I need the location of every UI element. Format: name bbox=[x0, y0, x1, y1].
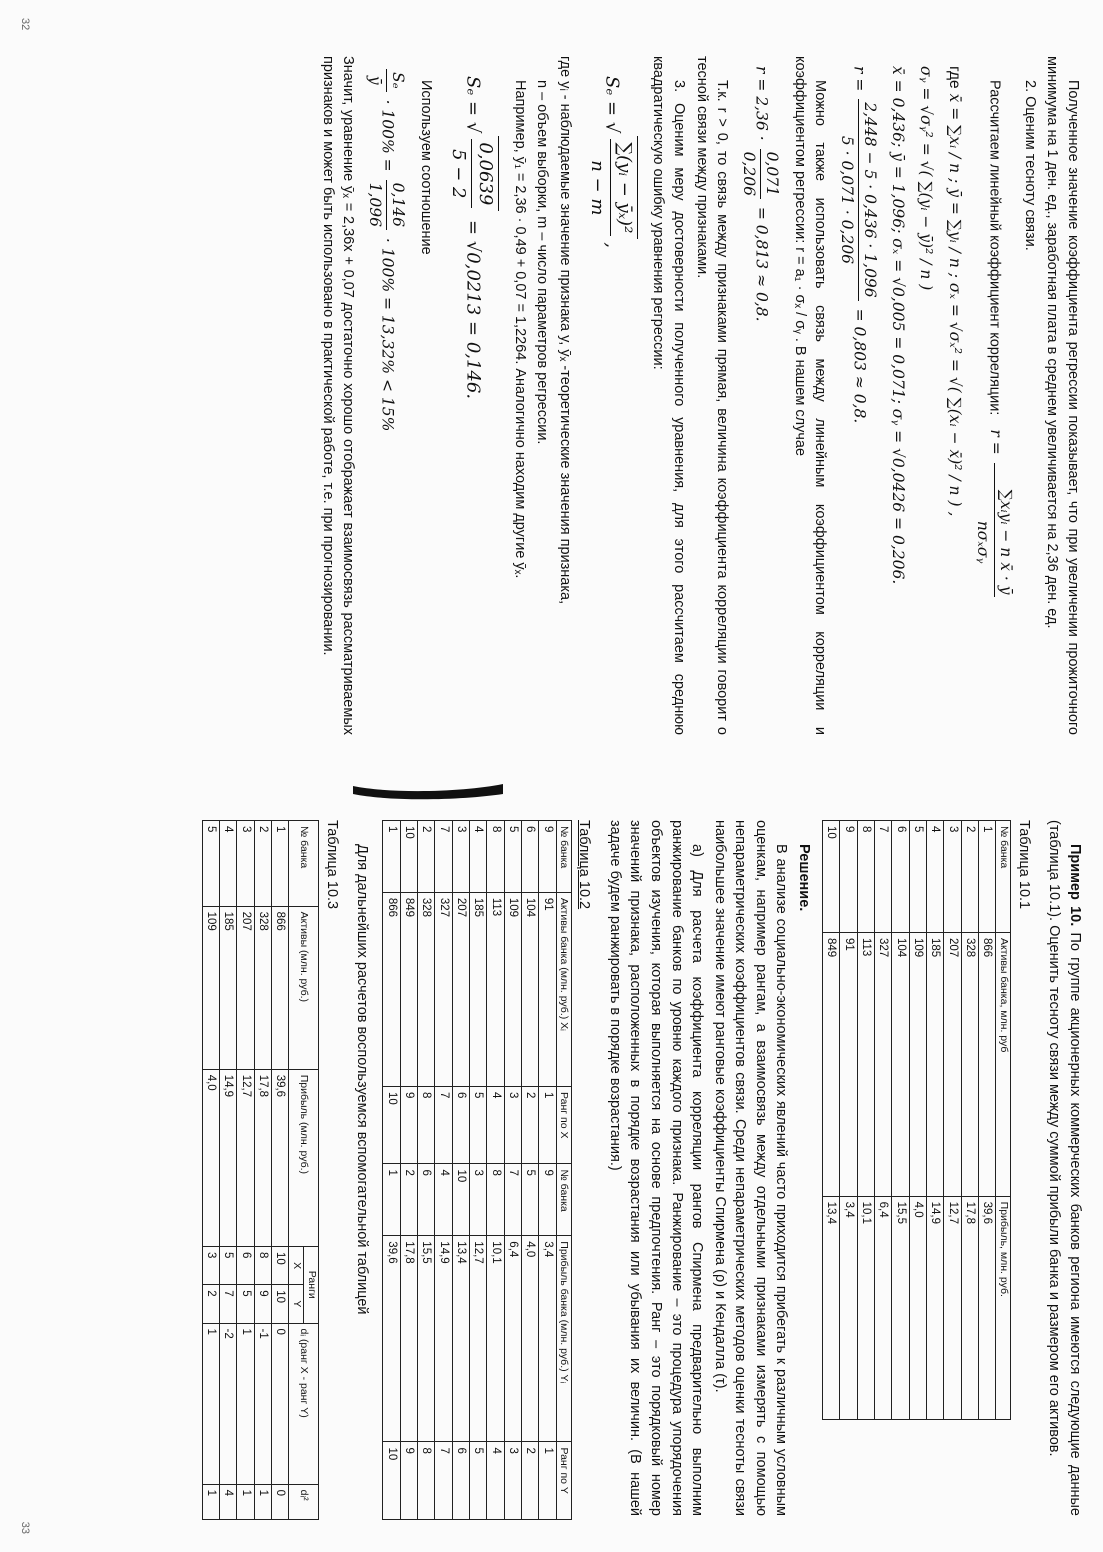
table-cell: 185 bbox=[926, 932, 943, 1196]
formula-se-numerator: ∑(yᵢ − ȳₓ)² bbox=[610, 139, 637, 236]
table-cell: 3,4 bbox=[840, 1196, 857, 1419]
table-cell: 4,0 bbox=[521, 1236, 538, 1442]
formula-se2-lhs: Sₑ = bbox=[462, 76, 484, 117]
table-cell: 12,7 bbox=[944, 1196, 961, 1419]
formula-se2-numerator: 0,0639 bbox=[471, 139, 498, 208]
table-cell: 207 bbox=[944, 932, 961, 1196]
page-33 bbox=[0, 808, 1103, 1552]
table-row bbox=[978, 821, 995, 1420]
table-cell: 4 bbox=[469, 821, 486, 893]
table-10-2 bbox=[382, 820, 571, 1520]
book-spine-shadow bbox=[353, 764, 503, 814]
table-row bbox=[237, 821, 254, 1520]
formula-r-calc-result: = 0,803 ≈ 0,8. bbox=[850, 308, 869, 424]
table-cell: 1 bbox=[539, 1442, 556, 1520]
table-cell: 10 bbox=[822, 821, 839, 933]
table-cell: 14,9 bbox=[219, 1069, 236, 1246]
table-cell: -2 bbox=[219, 1323, 236, 1484]
table-row bbox=[874, 821, 891, 1420]
table-cell: 4 bbox=[487, 1086, 504, 1164]
table-cell: 7 bbox=[435, 1086, 452, 1164]
table-cell: 3 bbox=[469, 1164, 486, 1236]
table-cell: 1 bbox=[383, 821, 400, 893]
example-text: По группе акционерных коммерческих банков региона имеются следующие данные (таблица 10.1). Оценить тесноту связи между суммой прибыли банка и размером его активов. bbox=[1046, 820, 1083, 1516]
formula-r-numerator: ∑xᵢyᵢ − n x̄ · ȳ bbox=[994, 463, 1017, 598]
table-cell: 104 bbox=[521, 892, 538, 1086]
table-row bbox=[452, 821, 469, 1520]
paragraph-auxiliary-table: Для дальнейших расчетов воспользуемся вспомогательной таблицей bbox=[354, 844, 371, 1315]
table-cell: 12,7 bbox=[237, 1069, 254, 1246]
formula-r2-lhs: r = 2,36 · bbox=[752, 66, 771, 141]
table-cell: 5 bbox=[469, 1086, 486, 1164]
paragraph-where-y: где yᵢ - наблюдаемые значение признака y, ȳₓ -теоретические значения признака, bbox=[556, 56, 573, 605]
table-header-row bbox=[556, 821, 571, 1520]
table-row bbox=[400, 821, 417, 1520]
paragraph-correlation-intro bbox=[972, 56, 1017, 735]
table-cell: 104 bbox=[892, 932, 909, 1196]
example-10-paragraph bbox=[1044, 820, 1085, 1516]
table-cell: 109 bbox=[909, 932, 926, 1196]
table-10-3 bbox=[202, 820, 320, 1520]
table-cell: 10 bbox=[383, 1442, 400, 1520]
table-cell: 10,1 bbox=[857, 1196, 874, 1419]
table-row bbox=[418, 821, 435, 1520]
formula-r2-result: = 0,813 ≈ 0,8. bbox=[752, 206, 771, 322]
table-cell: 5 bbox=[219, 1247, 236, 1285]
table-cell: 7 bbox=[504, 1164, 521, 1236]
table-cell: 8 bbox=[254, 1247, 271, 1285]
table-cell: 7 bbox=[435, 1442, 452, 1520]
table-cell: 10 bbox=[271, 1285, 288, 1323]
table-header-cell: dᵢ (ранг X - ранг Y) bbox=[289, 1323, 319, 1484]
table-cell: 1 bbox=[202, 1484, 219, 1519]
table-10-1 bbox=[822, 820, 1011, 1420]
page-number-left: 32 bbox=[18, 18, 31, 31]
formula-se2-denominator: 5 − 2 bbox=[448, 149, 470, 199]
table-cell: 39,6 bbox=[271, 1069, 288, 1246]
table-cell: 866 bbox=[383, 892, 400, 1086]
table-cell: 185 bbox=[219, 906, 236, 1069]
table-cell: 1 bbox=[271, 821, 288, 907]
table-cell: 109 bbox=[504, 892, 521, 1086]
table-cell: 3 bbox=[504, 1086, 521, 1164]
table-cell: 5 bbox=[909, 821, 926, 933]
table-row bbox=[926, 821, 943, 1420]
formula-se-denominator: n − m bbox=[587, 160, 609, 216]
table-cell: 91 bbox=[840, 932, 857, 1196]
table-row bbox=[909, 821, 926, 1420]
table-cell: 5 bbox=[237, 1285, 254, 1323]
formula-r-denominator: nσₓσᵧ bbox=[974, 520, 993, 564]
formula-r2-fraction bbox=[738, 149, 783, 199]
table-cell: 866 bbox=[978, 932, 995, 1196]
formula-se-lhs: Sₑ = bbox=[601, 76, 623, 117]
table-cell: 8 bbox=[418, 1442, 435, 1520]
table-cell: 866 bbox=[271, 906, 288, 1069]
paragraph-regression-interpretation: Полученное значение коэффициента регрессии показывает, что при увеличении прожиточного минимума на 1 ден. ед., заработная плата в среднем увеличивается на 2,36 ден. ед. bbox=[1044, 56, 1081, 735]
formula-r-calc-numerator: 2,448 − 5 · 0,436 · 1,096 bbox=[858, 99, 881, 300]
paragraph-n-m: n – объем выборки, m – число параметров регрессии. bbox=[534, 80, 551, 445]
table-header-cell: Ранг по Y bbox=[556, 1442, 571, 1520]
ranks-group-header: Ранги bbox=[304, 1247, 319, 1324]
table-cell: 5 bbox=[521, 1164, 538, 1236]
table-cell: 8 bbox=[487, 1164, 504, 1236]
table-cell: 5 bbox=[504, 821, 521, 893]
table-cell: 5 bbox=[469, 1442, 486, 1520]
table-header-cell: Активы (млн. руб.) bbox=[289, 906, 319, 1069]
table-row bbox=[219, 821, 236, 1520]
formula-r-calc-lhs: r = bbox=[850, 66, 869, 92]
table-cell: 10 bbox=[400, 821, 417, 893]
table-row bbox=[504, 821, 521, 1520]
example-title: Пример 10. bbox=[1067, 844, 1083, 927]
table-cell: 7 bbox=[435, 821, 452, 893]
table-cell: 2 bbox=[400, 1164, 417, 1236]
table-cell: 327 bbox=[874, 932, 891, 1196]
table-cell: 113 bbox=[857, 932, 874, 1196]
table-row bbox=[435, 821, 452, 1520]
table-row bbox=[202, 821, 219, 1520]
table-cell: 1 bbox=[383, 1164, 400, 1236]
formula-se-definition: Sₑ = √ ∑(yᵢ − ȳₓ)² n − m , bbox=[585, 76, 638, 735]
table-cell: 185 bbox=[469, 892, 486, 1086]
table-row bbox=[539, 821, 556, 1520]
table-row bbox=[254, 821, 271, 1520]
table-cell: 6 bbox=[452, 1086, 469, 1164]
table-cell: 0 bbox=[271, 1484, 288, 1519]
table-cell: 327 bbox=[435, 892, 452, 1086]
table-cell: 17,8 bbox=[254, 1069, 271, 1246]
table-header-row bbox=[996, 821, 1011, 1420]
table-cell: 5 bbox=[202, 821, 219, 907]
table-cell: 6,4 bbox=[874, 1196, 891, 1419]
table-cell: 2 bbox=[961, 821, 978, 933]
formula-r-fraction bbox=[972, 463, 1017, 598]
table-cell: 14,9 bbox=[435, 1236, 452, 1442]
table-cell: 4 bbox=[219, 1484, 236, 1519]
formula-r-calc-denominator: 5 · 0,071 · 0,206 bbox=[838, 135, 857, 265]
table-row bbox=[822, 821, 839, 1420]
table-cell: 2 bbox=[254, 821, 271, 907]
table-cell: 3 bbox=[202, 1247, 219, 1285]
table-cell: 14,9 bbox=[926, 1196, 943, 1419]
table-cell: 6 bbox=[452, 1442, 469, 1520]
table-cell: 9 bbox=[254, 1285, 271, 1323]
table-body bbox=[383, 821, 556, 1520]
table-cell: 12,7 bbox=[469, 1236, 486, 1442]
formula-ratio2-numerator: 0,146 bbox=[386, 180, 409, 230]
formula-r-via-regression bbox=[738, 66, 783, 735]
formula-ratio bbox=[364, 66, 409, 735]
formula-se-fraction bbox=[585, 136, 638, 239]
table-cell: 9 bbox=[400, 1442, 417, 1520]
table-row bbox=[892, 821, 909, 1420]
table-cell: 2 bbox=[521, 1442, 538, 1520]
table-row bbox=[487, 821, 504, 1520]
formula-se-calculation: Sₑ = √ 0,0639 5 − 2 = √0,0213 = 0,146. bbox=[446, 76, 499, 735]
table-cell: -1 bbox=[254, 1323, 271, 1484]
table-row bbox=[469, 821, 486, 1520]
formula-r-calc-fraction bbox=[836, 99, 881, 300]
table-cell: 6 bbox=[237, 1247, 254, 1285]
table-header-cell: № банка bbox=[996, 821, 1011, 933]
table-cell: 6 bbox=[418, 1164, 435, 1236]
step-3-paragraph: 3. Оценим меру достоверности полученного уравнения, для этого рассчитаем среднюю квадратическую ошибку уравнения регрессии: bbox=[650, 56, 687, 735]
table-group-header-row bbox=[304, 821, 319, 1520]
formula-r2-denominator: 0,206 bbox=[740, 151, 759, 196]
paragraph-a-spearman: а) Для расчета коэффициента корреляции рангов Спирмена предварительно выполним ранжирование банков по уровню каждого признака. Ранжирование – это процедура упорядочения объектов изучения, которая выполняется на основе предпочтения. Ранг – это порядковый номер значений признака, расположенных в порядке возрастания или убывания их величин. (В нашей задаче будем ранжировать в порядке возрастания.) bbox=[606, 820, 706, 1516]
table-cell: 9 bbox=[539, 1164, 556, 1236]
table-header-cell: Прибыль (млн. руб.) bbox=[289, 1069, 319, 1246]
table-row bbox=[961, 821, 978, 1420]
table-cell: 328 bbox=[961, 932, 978, 1196]
table-cell: 4,0 bbox=[202, 1069, 219, 1246]
rank-x-header: X bbox=[289, 1247, 304, 1285]
table-row bbox=[271, 821, 288, 1520]
table-cell: 6 bbox=[892, 821, 909, 933]
formula-se2-fraction bbox=[446, 136, 499, 211]
formula-sigma-y: σᵧ = √σᵧ² = √( ∑(yᵢ − ȳ)² / n ) bbox=[917, 66, 936, 291]
table-cell: 7 bbox=[874, 821, 891, 933]
formula-ratio-denominator: ȳ bbox=[366, 75, 385, 85]
table-cell: 15,5 bbox=[418, 1236, 435, 1442]
table-cell: 1 bbox=[539, 1086, 556, 1164]
table-cell: 0 bbox=[271, 1323, 288, 1484]
page-number-right: 33 bbox=[18, 1521, 31, 1534]
table-cell: 10 bbox=[271, 1247, 288, 1285]
formula-ratio-numerator: Sₑ bbox=[386, 69, 409, 92]
table-cell: 39,6 bbox=[383, 1236, 400, 1442]
table-cell: 328 bbox=[254, 906, 271, 1069]
table-row bbox=[857, 821, 874, 1420]
table-cell: 849 bbox=[400, 892, 417, 1086]
where-label: где bbox=[946, 66, 964, 89]
table-cell: 91 bbox=[539, 892, 556, 1086]
table-header-cell: № банка bbox=[556, 821, 571, 893]
table-body bbox=[202, 821, 289, 1520]
table-cell: 1 bbox=[254, 1484, 271, 1519]
table-row bbox=[521, 821, 538, 1520]
page-32 bbox=[0, 0, 1103, 765]
formula-ratio-fraction bbox=[364, 69, 409, 92]
table-cell: 113 bbox=[487, 892, 504, 1086]
table-cell: 3 bbox=[944, 821, 961, 933]
table-cell: 4 bbox=[219, 821, 236, 907]
table-cell: 4 bbox=[487, 1442, 504, 1520]
table-cell: 1 bbox=[978, 821, 995, 933]
table-cell: 10 bbox=[452, 1164, 469, 1236]
table-cell: 13,4 bbox=[452, 1236, 469, 1442]
table-cell: 3 bbox=[237, 821, 254, 907]
table-cell: 2 bbox=[202, 1285, 219, 1323]
formula-r-lhs: r = bbox=[986, 429, 1005, 455]
table-cell: 109 bbox=[202, 906, 219, 1069]
table-cell: 17,8 bbox=[961, 1196, 978, 1419]
table-cell: 1 bbox=[237, 1484, 254, 1519]
formula-ratio-mid: · 100% = bbox=[378, 99, 397, 172]
table-10-1-caption: Таблица 10.1 bbox=[1015, 820, 1032, 910]
table-cell: 328 bbox=[418, 892, 435, 1086]
table-cell: 1 bbox=[237, 1323, 254, 1484]
table-cell: 9 bbox=[840, 821, 857, 933]
table-cell: 2 bbox=[521, 1086, 538, 1164]
table-10-3-caption: Таблица 10.3 bbox=[323, 820, 340, 910]
table-cell: 6 bbox=[521, 821, 538, 893]
table-header-cell: Активы банка, млн. руб bbox=[996, 932, 1011, 1196]
table-row bbox=[840, 821, 857, 1420]
table-cell: 4,0 bbox=[909, 1196, 926, 1419]
table-header-cell: Прибыль банка (млн. руб.) Yᵢ bbox=[556, 1236, 571, 1442]
formula-means bbox=[943, 66, 966, 735]
paragraph-example-y1: Например, ȳ₁ = 2,36 · 0,49 + 0,07 = 1,2264. Аналогично находим другие ȳₓ. bbox=[511, 80, 528, 579]
table-cell: 6,4 bbox=[504, 1236, 521, 1442]
table-cell: 10 bbox=[383, 1086, 400, 1164]
table-cell: 4 bbox=[435, 1164, 452, 1236]
table-header-cell: № банка bbox=[289, 821, 319, 907]
solution-paragraph: В анализе социально-экономических явлений часто приходится прибегать к различным условным оценкам, например рангам, а взаимосвязь между отдельными признаками измерять с помощью непараметрических коэффициентов связи. Среди непараметрических методов оценки тесноты связи наибольшее значение имеют ранговые коэффициенты Спирмена (ρ) и Кендалла (τ). bbox=[711, 820, 790, 1516]
formula-values: x̄ = 0,436; ȳ = 1,096; σₓ = √0,005 = 0,071; σᵧ = √0,0426 = 0,206. bbox=[889, 66, 908, 585]
table-cell: 39,6 bbox=[978, 1196, 995, 1419]
table-cell: 9 bbox=[539, 821, 556, 893]
table-cell: 3 bbox=[504, 1442, 521, 1520]
table-cell: 849 bbox=[822, 932, 839, 1196]
table-header-cell: Активы банка (млн. руб.) Xᵢ bbox=[556, 892, 571, 1086]
table-cell: 8 bbox=[418, 1086, 435, 1164]
table-cell: 13,4 bbox=[822, 1196, 839, 1419]
table-cell: 2 bbox=[418, 821, 435, 893]
formula-se2-result: = √0,0213 = 0,146. bbox=[462, 220, 484, 400]
table-cell: 9 bbox=[400, 1086, 417, 1164]
formula-ratio2-denominator: 1,096 bbox=[366, 182, 385, 227]
table-cell: 15,5 bbox=[892, 1196, 909, 1419]
table-header-cell: Прибыль, млн. руб. bbox=[996, 1196, 1011, 1419]
table-cell: 3,4 bbox=[539, 1236, 556, 1442]
table-cell: 8 bbox=[487, 821, 504, 893]
table-header-cell: dᵢ² bbox=[289, 1484, 319, 1519]
paragraph-conclusion-direct: Т.к. r > 0, то связь между признаками прямая, величина коэффициента корреляции говорит о тесной связи между признаками. bbox=[693, 56, 731, 735]
correlation-intro-text: Рассчитаем линейный коэффициент корреляции: bbox=[986, 80, 1003, 416]
table-cell: 3 bbox=[452, 821, 469, 893]
paragraph-regression-link: Можно также использовать связь между линейным коэффициентом корреляции и коэффициентом регрессии: r = a₁ · σₓ / σᵧ . В нашем случае bbox=[791, 56, 829, 735]
step-2-heading: 2. Оценим тесноту связи. bbox=[1021, 80, 1038, 251]
table-cell: 7 bbox=[219, 1285, 236, 1323]
table-row bbox=[383, 821, 400, 1520]
table-cell: 1 bbox=[202, 1323, 219, 1484]
table-header-cell: № банка bbox=[556, 1164, 571, 1236]
table-10-2-caption: Таблица 10.2 bbox=[576, 820, 593, 910]
table-cell: 4 bbox=[926, 821, 943, 933]
table-row bbox=[944, 821, 961, 1420]
table-cell: 8 bbox=[857, 821, 874, 933]
table-cell: 10,1 bbox=[487, 1236, 504, 1442]
table-cell: 17,8 bbox=[400, 1236, 417, 1442]
table-body bbox=[822, 821, 995, 1420]
paragraph-use-ratio: Используем соотношение bbox=[417, 80, 434, 255]
solution-title bbox=[793, 820, 814, 1516]
paragraph-final-conclusion: Значит, уравнение ȳₓ = 2,36x + 0,07 достаточно хорошо отображает взаимосвязь рассматриваемых признаков и может быть использовано в практической работе, т.е. при прогнозировании. bbox=[319, 56, 357, 735]
table-cell: 207 bbox=[452, 892, 469, 1086]
formula-r-definition bbox=[974, 429, 1016, 600]
formula-ratio-result: · 100% = 13,32% < 15% bbox=[378, 237, 397, 432]
formula-r-calculation bbox=[836, 66, 881, 735]
table-cell: 207 bbox=[237, 906, 254, 1069]
formula-ratio2-fraction bbox=[364, 180, 409, 230]
solution-title-text: Решение. bbox=[795, 844, 812, 912]
table-header-cell: Ранг по X bbox=[556, 1086, 571, 1164]
rank-y-header: Y bbox=[289, 1285, 304, 1323]
formula-means-text: x̄ = ∑xᵢ / n ; ȳ = ∑yᵢ / n ; σₓ = √σₓ² = √( ∑(xᵢ − x̄)² / n ) , bbox=[946, 93, 965, 517]
formula-r2-numerator: 0,071 bbox=[760, 149, 783, 199]
